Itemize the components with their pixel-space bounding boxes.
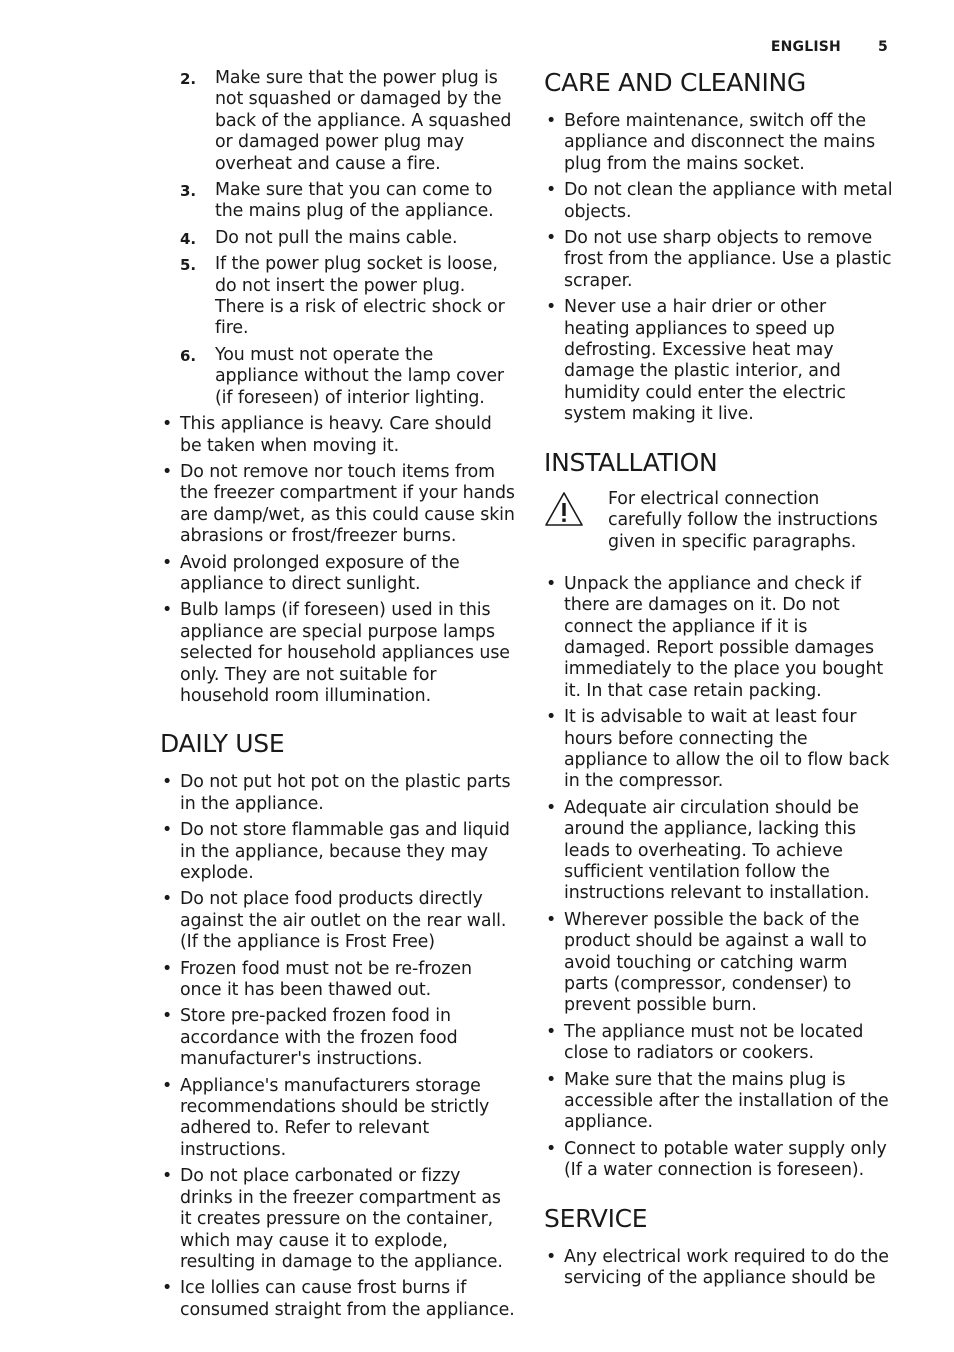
item-text: You must not operate the appliance without the lamp cover (if foreseen) of interior lighting.: [215, 344, 504, 408]
daily-use-list: [160, 772, 516, 1321]
item-text: Do not pull the mains cable.: [215, 227, 458, 248]
item-number: 6.: [180, 346, 196, 365]
item-text: Make sure that you can come to the mains plug of the appliance.: [215, 180, 494, 222]
list-item: [160, 228, 516, 249]
list-item: • Do not clean the appliance with metal objects.: [544, 180, 896, 223]
list-item: • It is advisable to wait at least four hours before connecting the appliance to allow the oil to flow back in the compressor.: [544, 707, 896, 793]
item-number: 2.: [180, 70, 196, 88]
list-item: [160, 68, 516, 175]
numbered-list: [160, 68, 516, 409]
list-item: • Do not place food products directly against the air outlet on the rear wall. (If the appliance is Frost Free): [160, 889, 516, 953]
list-item: • Bulb lamps (if foreseen) used in this appliance are special purpose lamps selected for household appliances use only. They are not suitable for household room illumination.: [160, 600, 516, 707]
list-item: • Do not use sharp objects to remove frost from the appliance. Use a plastic scraper.: [544, 228, 896, 292]
list-item: • Unpack the appliance and check if there are damages on it. Do not connect the appliance if it is damaged. Report possible damages immediately to the place you bought it. In that case retain packing.: [544, 574, 896, 702]
list-item: • Before maintenance, switch off the appliance and disconnect the mains plug from the mains socket.: [544, 111, 896, 175]
item-number: 5.: [180, 256, 196, 275]
warning-triangle-icon: [544, 491, 584, 527]
list-item: • The appliance must not be located close to radiators or cookers.: [544, 1022, 896, 1065]
list-item: [160, 180, 516, 223]
warning-text: For electrical connection carefully follow the instructions given in specific paragraphs.: [608, 488, 878, 552]
list-item: • Do not put hot pot on the plastic parts in the appliance.: [160, 772, 516, 815]
list-item: • Appliance's manufacturers storage recommendations should be strictly adhered to. Refer to relevant instructions.: [160, 1076, 516, 1162]
list-item: • Never use a hair drier or other heating appliances to speed up defrosting. Excessive heat may damage the plastic interior, and humidity could enter the electric system making it live.: [544, 297, 896, 425]
list-item: • Do not remove nor touch items from the freezer compartment if your hands are damp/wet, as this could cause skin abrasions or frost/freezer burns.: [160, 462, 516, 548]
item-text: If the power plug socket is loose, do not insert the power plug. There is a risk of electric shock or fire.: [215, 254, 505, 339]
service-list: [544, 1247, 896, 1290]
list-item: • Avoid prolonged exposure of the appliance to direct sunlight.: [160, 553, 516, 596]
page-number: 5: [878, 39, 888, 55]
list-item: • Connect to potable water supply only (If a water connection is foreseen).: [544, 1139, 896, 1182]
list-item: • Do not store flammable gas and liquid in the appliance, because they may explode.: [160, 820, 516, 884]
installation-list: [544, 574, 896, 1182]
list-item: • Adequate air circulation should be around the appliance, lacking this leads to overheating. To achieve sufficient ventilation follow the instructions relevant to installation.: [544, 798, 896, 905]
item-number: 3.: [180, 182, 196, 201]
list-item: • Wherever possible the back of the product should be against a wall to avoid touching or catching warm parts (compressor, condenser) to prevent possible burn.: [544, 910, 896, 1017]
right-column: [544, 68, 896, 1294]
list-item: • This appliance is heavy. Care should be taken when moving it.: [160, 414, 516, 457]
care-cleaning-list: [544, 111, 896, 426]
list-item: • Do not place carbonated or fizzy drinks in the freezer compartment as it creates pressure on the container, which may cause it to explode, resulting in damage to the appliance.: [160, 1166, 516, 1273]
list-item: • Any electrical work required to do the servicing of the appliance should be: [544, 1247, 896, 1290]
page-header: [771, 39, 888, 55]
section-title-daily-use: DAILY USE: [160, 729, 285, 759]
section-title-installation: INSTALLATION: [544, 447, 718, 477]
list-item: • Make sure that the mains plug is accessible after the installation of the appliance.: [544, 1070, 896, 1134]
item-text: Make sure that the power plug is not squashed or damaged by the back of the appliance. A squashed or damaged power plug may overheat and cause a fire.: [215, 68, 512, 174]
list-item: [160, 254, 516, 340]
list-item: • Ice lollies can cause frost burns if consumed straight from the appliance.: [160, 1278, 516, 1321]
section-title-care-cleaning: CARE AND CLEANING: [544, 68, 807, 97]
list-item: • Frozen food must not be re-frozen once it has been thawed out.: [160, 959, 516, 1002]
list-item: [160, 345, 516, 409]
left-column: [160, 68, 516, 1326]
section-title-service: SERVICE: [544, 1203, 648, 1233]
list-item: • Store pre-packed frozen food in accordance with the frozen food manufacturer's instructions.: [160, 1006, 516, 1070]
item-number: 4.: [180, 229, 196, 248]
language-label: ENGLISH: [770, 39, 841, 55]
installation-warning: [544, 489, 896, 555]
safety-bullet-list: [160, 414, 516, 707]
